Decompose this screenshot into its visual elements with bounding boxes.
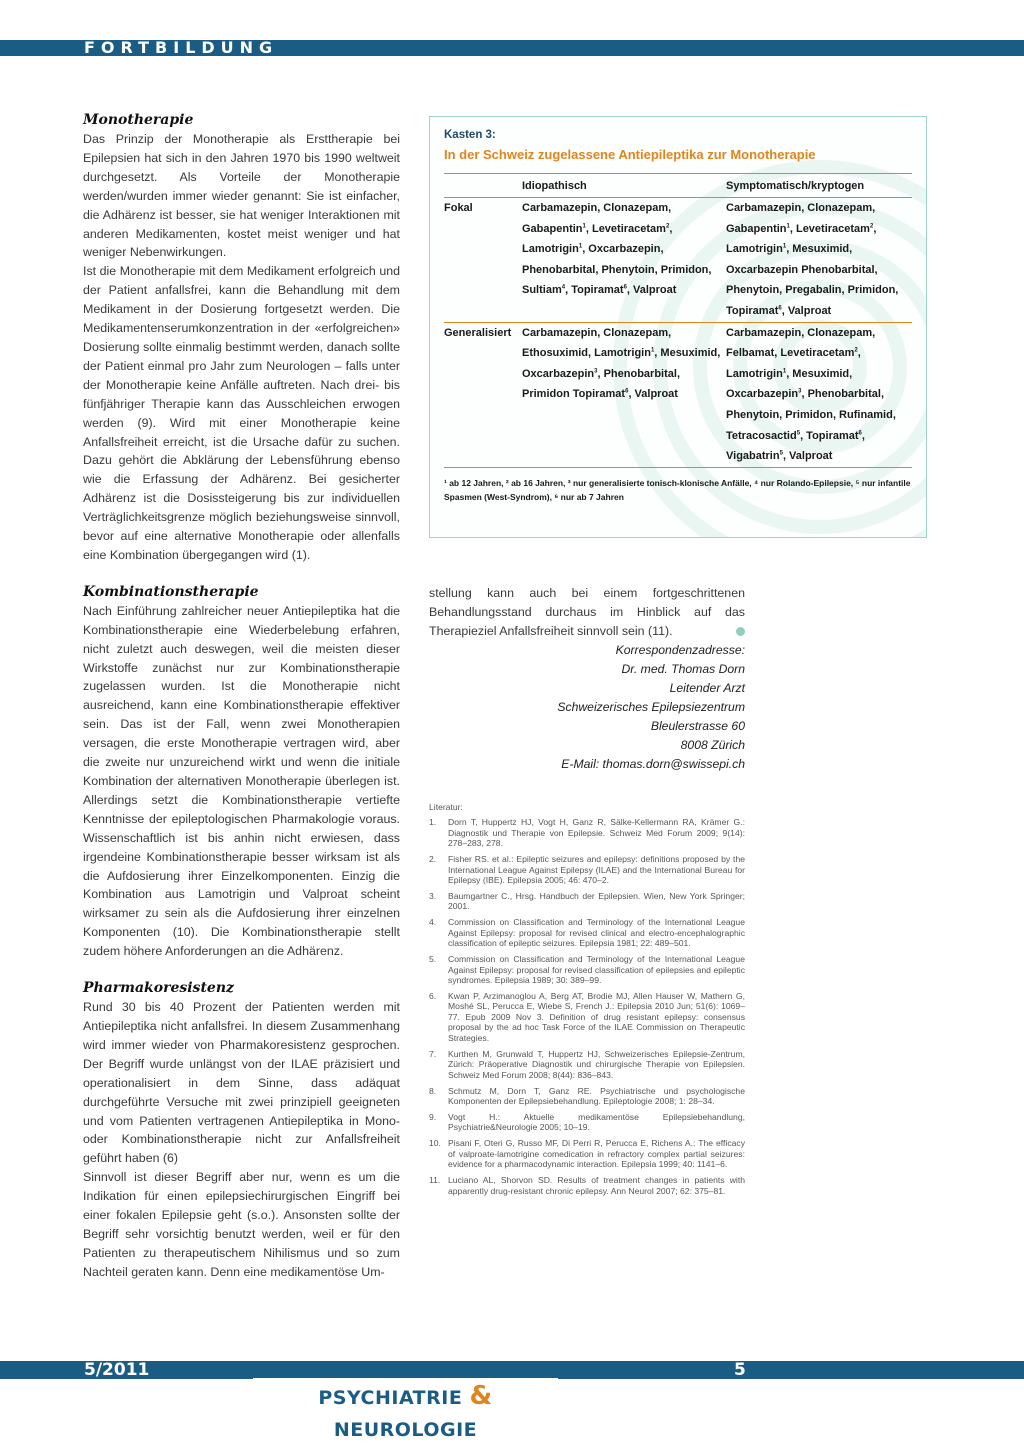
journal-logo-left: PSYCHIATRIE	[318, 1387, 463, 1409]
kombinationstherapie-paragraph: Nach Einführung zahlreicher neuer Antiepileptika hat die Kombinationstherapie eine Wiederbelebung erfahren, nicht zuletzt auch deswegen, weil die meisten dieser Wirkstoffe zunächst nur zur Kombinationstherapie zugelassen wurden. Ist die Monotherapie nicht ausreichend, kann eine Kombinationstherapie effektiver sein. Das ist der Fall, wenn zwei Monotherapien versagen, die erste Monotherapie vertragen wird, aber die zweite nur unzureichend wirkt und wenn die initiale Kombination der alternativen Monotherapie überlegen ist. Allerdings setzt die Kombinationstherapie vertiefte Kenntnisse der epileptologischen Pharmakologie voraus. Wissenschaftlich ist bis anhin nicht erwiesen, dass irgendeine Kombinationstherapie besser wirksam ist als die Aufdosierung ihrer Einzelkomponenten. Einzig die Kombination aus Lamotrigin und Valproat scheint wirksamer zu sein als die Aufdosierung ihrer einzelnen Komponenten (10). Die Kombinationstherapie stellt zudem höhere Anforderungen an die Adhärenz.	[83, 603, 400, 959]
address-line[interactable]: E-Mail: thomas.dorn@swissepi.ch	[561, 756, 745, 771]
monotherapie-paragraph-1: Das Prinzip der Monotherapie als Ersttherapie bei Epilepsien hat sich in den Jahren 1970 bis 1990 weltweit durchgesetzt. Als Vorteile der Monotherapie werden/wurden immer wieder genannt: Sie ist einfacher, die Adhärenz ist besser, sie hat weniger Interaktionen mit anderen Medikamenten, kostet meist weniger und hat weniger Nebenwirkungen.	[83, 132, 400, 260]
monotherapie-paragraph-2: Ist die Monotherapie mit dem Medikament erfolgreich und der Patient anfallsfrei, kann die Behandlung mit dem Medikament in der Dosierung fortgesetzt werden. Die Medikamentenserumkonzentration in der «erfolgreichen» Dosierung sollte einmalig bestimmt werden, danach sollte der Patient einmal pro Jahr zum Neurologen – falls unter der Monotherapie keine Anfälle auftreten. Nach drei- bis fünfjähriger Therapie kann das Ausschleichen erwogen werden (9). Wird mit einer Monotherapie keine Anfallsfreiheit erreicht, ist die Ursache dafür zu suchen. Dazu gehört die Abklärung der Lebensführung ebenso wie die Erfassung der Adhärenz. Bei gesicherter Adhärenz ist die Dosissteigerung bis zur individuellen Verträglichkeitsgrenze möglich beziehungsweise sinnvoll, bevor auf eine alternative Monotherapie oder allenfalls eine Kombination übergegangen wird (1).	[83, 264, 400, 562]
reference-text: Luciano AL, Shorvon SD. Results of treatment changes in patients with apparently drug-resistant chronic epilepsy. Ann Neurol 2007; 62: 375–81.	[448, 1175, 745, 1196]
cell-generalisiert-idiopathic: Carbamazepin, Clonazepam, Ethosuximid, Lamotrigin$^1$, Mesuximid, Oxcarbazepin$^3$, Phenobarbital, Primidon Topiramat$^6$, Valproat	[522, 322, 726, 467]
reference-number: 4.	[429, 917, 437, 928]
journal-logo	[253, 1380, 558, 1446]
antiepileptics-table	[444, 173, 912, 468]
reference-text: Commission on Classification and Terminology of the International League Against Epilepsy: proposal for revised clinical and electro-encephalographic classification of epileptic seizures. Epilepsia 1981; 22: 489–501.	[448, 917, 745, 949]
reference-text: Baumgartner C., Hrsg. Handbuch der Epilepsien. Wien, New York Springer; 2001.	[448, 891, 745, 912]
footnote-line-1: ¹ ab 12 Jahren, ² ab 16 Jahren, ³ nur generalisierte tonisch-klonische Anfälle, ⁴ nur Rolando-Epilepsie, ⁵ nur infantile	[444, 477, 911, 488]
reference-text: Kwan P, Arzimanoglou A, Berg AT, Brodie MJ, Allen Hauser W, Mathern G, Moshé SL, Perucca E, Wiebe S, French J.: Epilepsia 2010 Jun; 51(6): 1069–77. Epub 2009 Nov 3. Definition of drug resistant epilepsy: consensus proposal by the ad hoc Task Force of the ILAE Commission on Therapeutic Strategies.	[448, 991, 745, 1043]
cell-fokal-symptomatic: Carbamazepin, Clonazepam, Gabapentin$^1$, Levetiracetam$^2$, Lamotrigin$^1$, Mesuximid, Oxcarbazepin Phenobarbital, Phenytoin, Pregabalin, Primidon, Topiramat$^6$, Valproat	[726, 202, 899, 317]
reference-item	[429, 817, 745, 848]
reference-text: Kurthen M, Grunwald T, Huppertz HJ, Schweizerisches Epilepsie-Zentrum, Zürich: Präoperative Diagnostik und chirurgische Therapie von Epilepsien. Schweiz Med Forum 2008; 8(44): 836–843.	[448, 1048, 745, 1080]
box-title: In der Schweiz zugelassene Antiepileptika zur Monotherapie	[444, 147, 816, 162]
address-line: Dr. med. Thomas Dorn	[621, 661, 745, 676]
footer-bar	[0, 1361, 1024, 1379]
pharmakoresistenz-paragraph-1: Rund 30 bis 40 Prozent der Patienten werden mit Antiepileptika nicht anfallsfrei. In diesem Zusammenhang wird immer wieder von Pharmakoresistenz gesprochen. Der Begriff wurde unlängst von der ILAE präzisiert und operationalisiert in dem Sinne, dass adäquat durchgeführte Versuche mit zwei prinzipiell geeigneten und vom Patienten vertragenen Antiepileptika in Mono- oder Kombinationstherapie nicht zur Anfallsfreiheit geführt haben (6)	[83, 1000, 400, 1166]
address-line: Korrespondenzadresse:	[615, 642, 745, 657]
pharmakoresistenz-heading: Pharmakoresistenz	[83, 980, 234, 997]
reference-item	[429, 854, 745, 885]
reference-number: 7.	[429, 1048, 437, 1059]
reference-item	[429, 1049, 745, 1080]
reference-number: 8.	[429, 1085, 437, 1096]
references-heading: Literatur:	[429, 802, 463, 812]
row-label-generalisiert: Generalisiert	[444, 322, 522, 467]
references-list	[429, 802, 745, 1202]
kombinationstherapie-heading: Kombinationstherapie	[83, 583, 259, 600]
box-footnotes	[444, 476, 912, 504]
reference-item	[429, 991, 745, 1043]
journal-logo-ampersand: &	[469, 1381, 493, 1411]
reference-text: Fisher RS. et al.: Epileptic seizures and epilepsy: definitions proposed by the International League Against Epilepsy (ILAE) and the International Bureau for Epilepsy (IBE). Epilepsia 2005; 46: 470–2.	[448, 854, 745, 886]
correspondence-address	[429, 641, 745, 774]
reference-number: 6.	[429, 991, 437, 1002]
table-header-row	[444, 174, 912, 198]
monotherapie-heading: Monotherapie	[83, 112, 194, 128]
header-empty	[444, 174, 522, 198]
reference-item	[429, 891, 745, 912]
reference-number: 1.	[429, 817, 437, 828]
box-label: Kasten 3:	[444, 129, 496, 141]
journal-logo-right: NEUROLOGIE	[333, 1419, 478, 1441]
address-line: 8008 Zürich	[680, 737, 745, 752]
cell-generalisiert-symptomatic: Carbamazepin, Clonazepam, Felbamat, Levetiracetam$^2$, Lamotrigin$^1$, Mesuximid, Oxcarbazepin$^3$, Phenobarbital, Phenytoin, Primidon, Rufinamid, Tetracosactid$^5$, Topiramat$^6$, Vigabatrin$^5$, Valproat	[726, 322, 912, 467]
reference-text: Pisani F, Oteri G, Russo MF, Di Perri R, Perucca E, Richens A.: The efficacy of valproate-lamotrigine comedication in refractory complex partial seizures: evidence for a pharmacodynamic interaction. Epilepsia 1999; 40: 1141–6.	[448, 1138, 745, 1170]
section-title: FORTBILDUNG	[84, 38, 279, 57]
reference-number: 11.	[429, 1175, 441, 1186]
reference-item	[429, 954, 745, 985]
issue-number: 5/2011	[84, 1360, 150, 1380]
address-line: Schweizerisches Epilepsiezentrum	[557, 699, 745, 714]
reference-text: Schmutz M, Dorn T, Ganz RE. Psychiatrische und psychologische Komponenten der Epilepsiebehandlung. Epileptologie 2008; 1: 28–34.	[448, 1085, 745, 1106]
reference-text: Commission on Classification and Terminology of the International League Against Epilepsy: proposal for revised classification of epilepsies and epileptic syndromes. Epilepsia 1989; 30: 389–99.	[448, 954, 745, 986]
info-box	[429, 116, 927, 538]
reference-number: 2.	[429, 854, 437, 865]
reference-number: 10.	[429, 1138, 441, 1149]
reference-item	[429, 1175, 745, 1196]
reference-number: 3.	[429, 891, 437, 902]
reference-item	[429, 1086, 745, 1107]
reference-number: 9.	[429, 1111, 437, 1122]
end-of-article-bullet-icon	[736, 627, 745, 636]
table-row-generalisiert	[444, 322, 912, 467]
row-label-fokal: Fokal	[444, 202, 473, 214]
reference-number: 5.	[429, 954, 437, 965]
header-idiopathic: Idiopathisch	[522, 174, 726, 198]
reference-text: Dorn T, Huppertz HJ, Vogt H, Ganz R, Sälke-Kellermann RA, Krämer G.: Diagnostik und Therapie von Epilepsie. Schweiz Med Forum 2009; 9(14): 278–283, 278.	[448, 817, 745, 849]
footnote-line-2: Spasmen (West-Syndrom), ⁶ nur ab 7 Jahren	[444, 491, 624, 502]
reference-item	[429, 1112, 745, 1133]
address-line: Leitender Arzt	[669, 680, 745, 695]
continuation-paragraph	[429, 584, 745, 641]
page-number: 5	[734, 1360, 746, 1380]
address-line: Bleulerstrasse 60	[650, 718, 745, 733]
cell-fokal-idiopathic: Carbamazepin, Clonazepam, Gabapentin$^1$, Levetiracetam$^2$, Lamotrigin$^1$, Oxcarbazepin, Phenobarbital, Phenytoin, Primidon, Sultiam$^4$, Topiramat$^6$, Valproat	[522, 202, 712, 297]
continuation-text: stellung kann auch bei einem fortgeschrittenen Behandlungsstand durchaus im Hinblick auf das Therapieziel Anfallsfreiheit sinnvoll sein (11).	[429, 586, 745, 638]
reference-text: Vogt H.: Aktuelle medikamentöse Epilepsiebehandlung, Psychiatrie&Neurologie 2005; 10–19.	[448, 1111, 745, 1133]
reference-item	[429, 917, 745, 948]
left-column	[83, 110, 400, 1282]
reference-item	[429, 1138, 745, 1169]
pharmakoresistenz-paragraph-2: Sinnvoll ist dieser Begriff aber nur, wenn es um die Indikation für einen epilepsiechirurgischen Eingriff bei einer fokalen Epilepsie geht (s.o.). Ansonsten sollte der Begriff sehr vorsichtig benutzt werden, weil er für den Patienten zu therapeutischem Nihilismus und so zum Nachteil geraten kann. Denn eine medikamentöse Um-	[83, 1170, 400, 1279]
table-row-fokal	[444, 198, 912, 323]
middle-column	[429, 584, 745, 774]
header-symptomatic: Symptomatisch/kryptogen	[726, 174, 912, 198]
